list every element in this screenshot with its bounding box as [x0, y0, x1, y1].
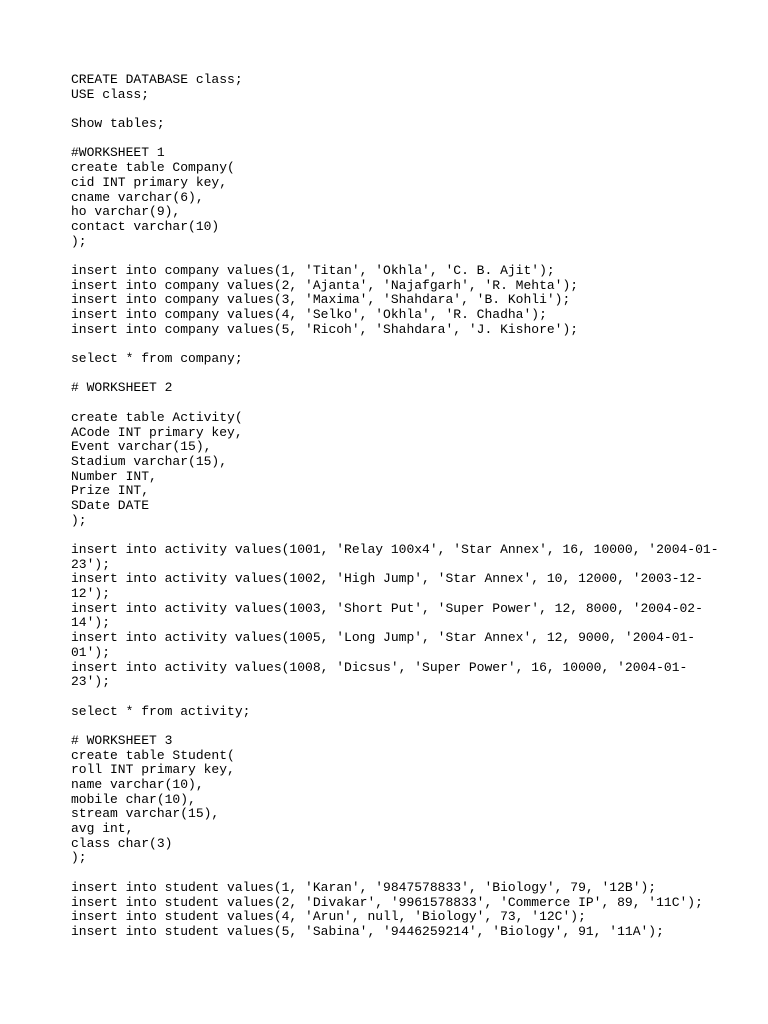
code-line: 23');: [71, 556, 111, 572]
blank-line: [71, 528, 711, 543]
code-line: insert into activity values(1003, 'Short Put', 'Super Power', 12, 8000, '2004-02-: [71, 600, 703, 616]
block-worksheet-1-create-company: [71, 146, 711, 249]
blank-line: [71, 102, 711, 117]
code-line: insert into company values(4, 'Selko', 'Okhla', 'R. Chadha');: [71, 307, 547, 322]
code-line: Prize INT,: [71, 483, 150, 499]
blank-line: [71, 249, 711, 264]
blank-line: [71, 719, 711, 734]
blank-line: [71, 396, 711, 411]
code-line: );: [71, 233, 87, 249]
code-line: create table Company(: [71, 160, 235, 176]
blank-line: [71, 866, 711, 881]
code-line: class char(3): [71, 835, 173, 851]
code-line: ho varchar(9),: [71, 204, 181, 220]
code-line: );: [71, 850, 87, 866]
code-line: select * from company;: [71, 351, 243, 367]
code-line: create table Activity(: [71, 409, 243, 425]
block-select-company: [71, 352, 711, 367]
code-line: insert into activity values(1001, 'Relay 100x4', 'Star Annex', 16, 10000, '2004-01-: [71, 542, 719, 557]
block-insert-activity: [71, 542, 719, 690]
blank-line: [71, 132, 711, 147]
code-line: insert into activity values(1002, 'High Jump', 'Star Annex', 10, 12000, '2003-12-: [71, 571, 703, 587]
code-line: cname varchar(6),: [71, 189, 204, 205]
document-page: [71, 72, 719, 940]
code-line: insert into activity values(1005, 'Long Jump', 'Star Annex', 12, 9000, '2004-01-: [71, 630, 696, 646]
code-line: ACode INT primary key,: [71, 424, 243, 440]
code-line: insert into student values(2, 'Divakar', '9961578833', 'Commerce IP', 89, '11C');: [71, 894, 703, 910]
code-line: avg int,: [71, 821, 134, 837]
code-line: );: [71, 512, 87, 528]
code-line: insert into company values(3, 'Maxima', 'Shahdara', 'B. Kohli');: [71, 292, 571, 308]
code-line: insert into student values(1, 'Karan', '9847578833', 'Biology', 79, '12B');: [71, 879, 657, 895]
code-line: name varchar(10),: [71, 777, 204, 792]
block-insert-company: [71, 264, 711, 337]
block-worksheet-3-create-student: [71, 734, 711, 866]
code-line: insert into company values(1, 'Titan', 'Okhla', 'C. B. Ajit');: [71, 262, 555, 278]
code-line: 14');: [71, 615, 111, 631]
code-line: 23');: [71, 674, 111, 690]
code-line: SDate DATE: [71, 497, 150, 513]
code-line: USE class;: [71, 86, 150, 102]
code-line: 12');: [71, 586, 111, 602]
code-line: # WORKSHEET 2: [71, 380, 173, 396]
code-line: mobile char(10),: [71, 791, 196, 807]
code-line: select * from activity;: [71, 703, 251, 719]
code-line: insert into student values(4, 'Arun', null, 'Biology', 73, '12C');: [71, 909, 586, 925]
block-worksheet-2-heading: [71, 381, 711, 396]
blank-line: [71, 690, 711, 705]
block-create-database: [71, 73, 711, 102]
code-line: # WORKSHEET 3: [71, 732, 173, 748]
blank-line: [71, 367, 711, 382]
code-line: 01');: [71, 644, 111, 660]
block-show-tables: [71, 117, 711, 132]
code-line: Number INT,: [71, 468, 157, 484]
code-line: cid INT primary key,: [71, 174, 228, 190]
code-line: insert into activity values(1008, 'Dicsus', 'Super Power', 16, 10000, '2004-01-: [71, 659, 688, 675]
code-line: contact varchar(10): [71, 218, 220, 234]
code-line: stream varchar(15),: [71, 806, 220, 822]
code-line: roll INT primary key,: [71, 762, 235, 778]
block-select-activity: [71, 705, 711, 720]
block-create-activity: [71, 411, 711, 529]
block-insert-student: [71, 881, 711, 940]
code-line: insert into company values(5, 'Ricoh', 'Shahdara', 'J. Kishore');: [71, 321, 579, 337]
code-line: Event varchar(15),: [71, 439, 212, 455]
code-line: insert into student values(5, 'Sabina', '9446259214', 'Biology', 91, '11A');: [71, 923, 664, 939]
code-line: CREATE DATABASE class;: [71, 72, 243, 87]
code-line: Show tables;: [71, 116, 165, 132]
code-line: insert into company values(2, 'Ajanta', 'Najafgarh', 'R. Mehta');: [71, 277, 579, 293]
code-line: create table Student(: [71, 747, 235, 763]
code-line: Stadium varchar(15),: [71, 453, 228, 469]
blank-line: [71, 337, 711, 352]
code-line: #WORKSHEET 1: [71, 145, 165, 161]
